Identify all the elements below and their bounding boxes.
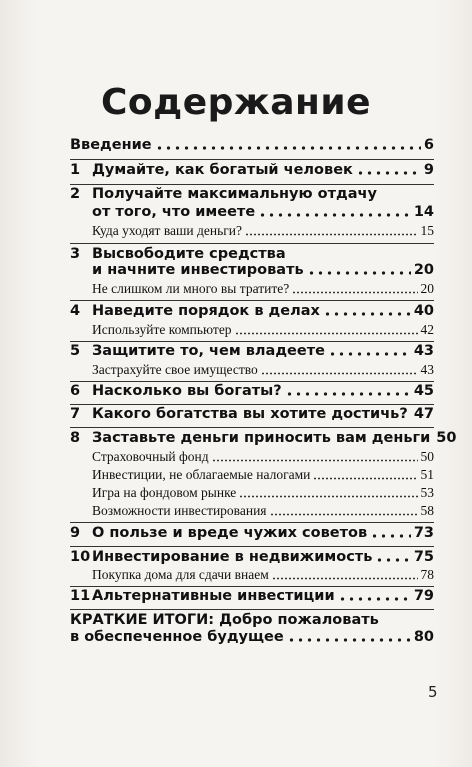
toc-page-number: 78 xyxy=(420,567,434,582)
toc-entry-11 xyxy=(70,588,434,604)
toc-subentry-title: Используйте компьютер xyxy=(92,322,232,337)
dot-leader xyxy=(245,233,417,236)
toc-page-number: 51 xyxy=(420,467,434,482)
toc-page-number: 58 xyxy=(420,503,434,518)
dot-leader xyxy=(155,146,421,150)
toc-entry-title: Защитите то, чем владеете xyxy=(92,343,325,359)
dot-leader xyxy=(370,534,411,538)
toc-page-number: 80 xyxy=(413,629,434,645)
toc-subentry-title: Инвестиции, не облагаемые налогами xyxy=(92,467,311,482)
chapter-number: 7 xyxy=(70,406,81,422)
toc-entry-3 xyxy=(70,262,434,278)
divider xyxy=(70,159,434,160)
divider xyxy=(70,381,434,382)
toc-page-number: 6 xyxy=(423,137,434,153)
toc-entry-summary xyxy=(70,629,434,645)
toc-entry-4 xyxy=(70,303,434,319)
toc-subentry xyxy=(70,449,434,465)
dot-leader xyxy=(338,597,411,601)
dot-leader xyxy=(272,577,418,580)
toc-entry-title: Введение xyxy=(70,137,152,153)
toc-subentry xyxy=(70,567,434,583)
dot-leader xyxy=(235,332,418,335)
toc-page-number: 40 xyxy=(413,303,434,319)
dot-leader xyxy=(261,372,418,375)
toc-page-number: 14 xyxy=(413,204,434,220)
dot-leader xyxy=(307,271,411,275)
chapter-number: 3 xyxy=(70,246,81,262)
toc-subentry-title: Покупка дома для сдачи внаем xyxy=(92,567,269,582)
toc-subentry xyxy=(70,467,434,483)
toc-subentry xyxy=(70,503,434,519)
dot-leader xyxy=(212,459,418,462)
toc-entry-title-line1: КРАТКИЕ ИТОГИ: Добро пожаловать xyxy=(70,612,379,628)
toc-subentry xyxy=(70,322,434,338)
toc-entry-10 xyxy=(70,549,434,565)
toc-entry-6 xyxy=(70,383,434,399)
toc-entry-title: Заставьте деньги приносить вам деньги xyxy=(92,430,431,446)
dot-leader xyxy=(356,171,421,175)
toc-entry-title-line1: Получайте максимальную отдачу xyxy=(92,186,377,202)
divider xyxy=(70,184,434,185)
chapter-number: 8 xyxy=(70,430,81,446)
toc-page-number: 75 xyxy=(413,549,434,565)
chapter-number: 11 xyxy=(70,588,91,604)
toc-entry-title: О пользе и вреде чужих советов xyxy=(92,525,368,541)
chapter-number: 6 xyxy=(70,383,81,399)
toc-page-number: 20 xyxy=(420,281,434,296)
toc-entry-2 xyxy=(70,204,434,220)
chapter-number: 9 xyxy=(70,525,81,541)
divider xyxy=(70,300,434,301)
page-title: Содержание xyxy=(100,82,372,123)
toc-entry-title-line1: Высвободите средства xyxy=(92,246,286,262)
toc-page-number: 50 xyxy=(436,430,457,446)
chapter-number: 2 xyxy=(70,186,81,202)
toc-entry-title-line2: и начните инвестировать xyxy=(92,262,304,278)
toc-subentry xyxy=(70,362,434,378)
toc-subentry-title: Не слишком ли много вы тратите? xyxy=(92,281,290,296)
dot-leader xyxy=(270,513,418,516)
toc-page-number: 45 xyxy=(413,383,434,399)
dot-leader xyxy=(239,495,417,498)
toc-entry-title: Альтернативные инвестиции xyxy=(92,588,335,604)
toc-page-number: 47 xyxy=(413,406,434,422)
page-folio: 5 xyxy=(428,683,438,701)
toc-subentry-title: Игра на фондовом рынке xyxy=(92,485,237,500)
toc-page-number: 53 xyxy=(420,485,434,500)
toc-entry-title-line2: от того, что имеете xyxy=(92,204,256,220)
toc-entry-9 xyxy=(70,525,434,541)
toc-subentry-title: Застрахуйте свое имущество xyxy=(92,362,258,377)
divider xyxy=(70,341,434,342)
divider xyxy=(70,404,434,405)
dot-leader xyxy=(287,638,411,642)
toc-page-number: 9 xyxy=(423,162,434,178)
toc-page-number: 50 xyxy=(420,449,434,464)
divider xyxy=(70,522,434,523)
dot-leader xyxy=(375,558,410,562)
divider xyxy=(70,586,434,587)
chapter-number: 4 xyxy=(70,303,81,319)
toc-subentry-title: Возможности инвестирования xyxy=(92,503,267,518)
toc-entry-1 xyxy=(70,162,434,178)
toc-page-number: 43 xyxy=(413,343,434,359)
dot-leader xyxy=(328,352,411,356)
toc-entry-5 xyxy=(70,343,434,359)
toc-page-number: 73 xyxy=(413,525,434,541)
chapter-number: 5 xyxy=(70,343,81,359)
chapter-number: 1 xyxy=(70,162,81,178)
dot-leader xyxy=(323,312,411,316)
toc-page-number: 20 xyxy=(413,262,434,278)
dot-leader xyxy=(285,392,411,396)
toc-subentry xyxy=(70,281,434,297)
toc-entry-8 xyxy=(70,430,457,446)
toc-subentry-title: Страховочный фонд xyxy=(92,449,209,464)
toc-entry-title-line2: в обеспеченное будущее xyxy=(70,629,284,645)
toc-entry-title: Думайте, как богатый человек xyxy=(92,162,353,178)
toc-entry-title: Наведите порядок в делах xyxy=(92,303,320,319)
toc-entry-title: Насколько вы богаты? xyxy=(92,383,282,399)
toc-entry-introduction xyxy=(70,137,434,153)
toc-page-number: 43 xyxy=(420,362,434,377)
toc-subentry-title: Куда уходят ваши деньги? xyxy=(92,223,243,238)
toc-entry-7 xyxy=(70,406,434,422)
divider xyxy=(70,427,434,428)
dot-leader xyxy=(292,291,417,294)
toc-subentry xyxy=(70,223,434,239)
divider xyxy=(70,546,434,547)
toc-subentry xyxy=(70,485,434,501)
toc-page-number: 42 xyxy=(420,322,434,337)
dot-leader xyxy=(258,213,411,217)
toc-page-number: 15 xyxy=(420,223,434,238)
divider xyxy=(70,609,434,610)
toc-page-number: 79 xyxy=(413,588,434,604)
chapter-number: 10 xyxy=(70,549,91,565)
toc-entry-title: Инвестирование в недвижимость xyxy=(92,549,373,565)
dot-leader xyxy=(313,477,417,480)
toc-entry-title: Какого богатства вы хотите достичь? xyxy=(92,406,408,422)
divider xyxy=(70,243,434,244)
